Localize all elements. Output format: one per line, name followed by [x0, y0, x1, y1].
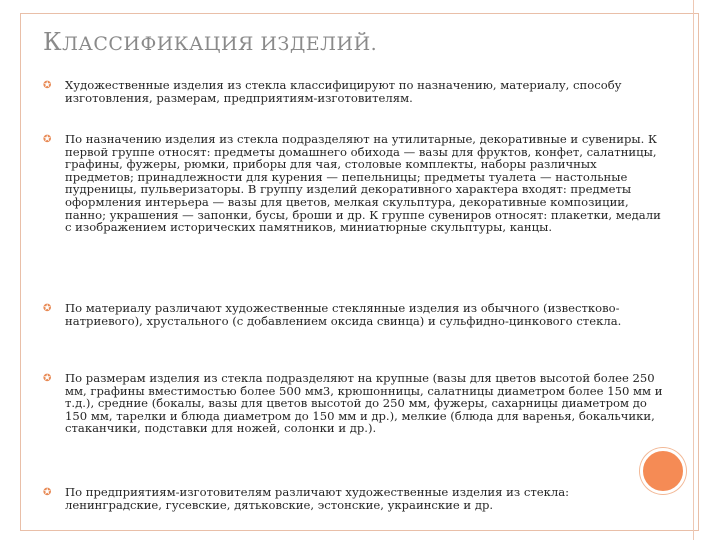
title-rest: ЛАССИФИКАЦИЯ ИЗДЕЛИЙ.	[62, 33, 378, 55]
list-item-text: Художественные изделия из стекла классифицируют по назначению, материалу, способу изготовления, размерам, предприятиям-изготовителям.	[65, 78, 622, 105]
list-item-text: По материалу различают художественные стеклянные изделия из обычного (известково-натриевого), хрустального (с добавлением оксида свинца) и сульфидно-цинкового стекла.	[65, 301, 622, 328]
bullet-icon: ✪	[43, 80, 52, 91]
list-item-text: По назначению изделия из стекла подразделяют на утилитарные, декоративные и сувениры. К первой группе относят: предметы домашнего обихода — вазы для фруктов, конфет, салатницы, графины, фужеры, рюмки, приборы для чая, столовые комплекты, наборы различных предметов; принадлежности для курения — пепельницы; предметы туалета — настольные пудреницы, пульверизаторы. В группу изделий декоративного характера входят: предметы оформления интерьера — вазы для цветов, мелкая скульптура, декоративные композиции, панно; украшения — запонки, бусы, броши и др. К группе сувениров относят: плакетки, медали с изображением исторических памятников, миниатюрные скульптуры, канцы.	[65, 132, 661, 235]
bullet-icon: ✪	[43, 134, 52, 145]
bullet-icon: ✪	[43, 487, 52, 498]
bullet-icon: ✪	[43, 303, 52, 314]
title-first-letter: К	[43, 28, 63, 56]
list-item-text: По размерам изделия из стекла подразделяют на крупные (вазы для цветов высотой более 250 мм, графины вместимостью более 500 мм3, крюшонницы, салатницы диаметром более 150 мм и т.д.), средние (бокалы, вазы для цветов высотой до 250 мм, фужеры, сахарницы диаметром до 150 мм, тарелки и блюда диаметром до 150 мм и др.), мелкие (блюда для варенья, бокальчики, стаканчики, подставки для ножей, солонки и др.).	[65, 371, 663, 436]
bullet-icon: ✪	[43, 373, 52, 384]
decorative-line	[693, 0, 694, 540]
slide-title	[43, 28, 377, 56]
list-item-text: По предприятиям-изготовителям различают художественные изделия из стекла: ленинградские, гусевские, дятьковские, эстонские, украинские и др.	[65, 485, 570, 512]
